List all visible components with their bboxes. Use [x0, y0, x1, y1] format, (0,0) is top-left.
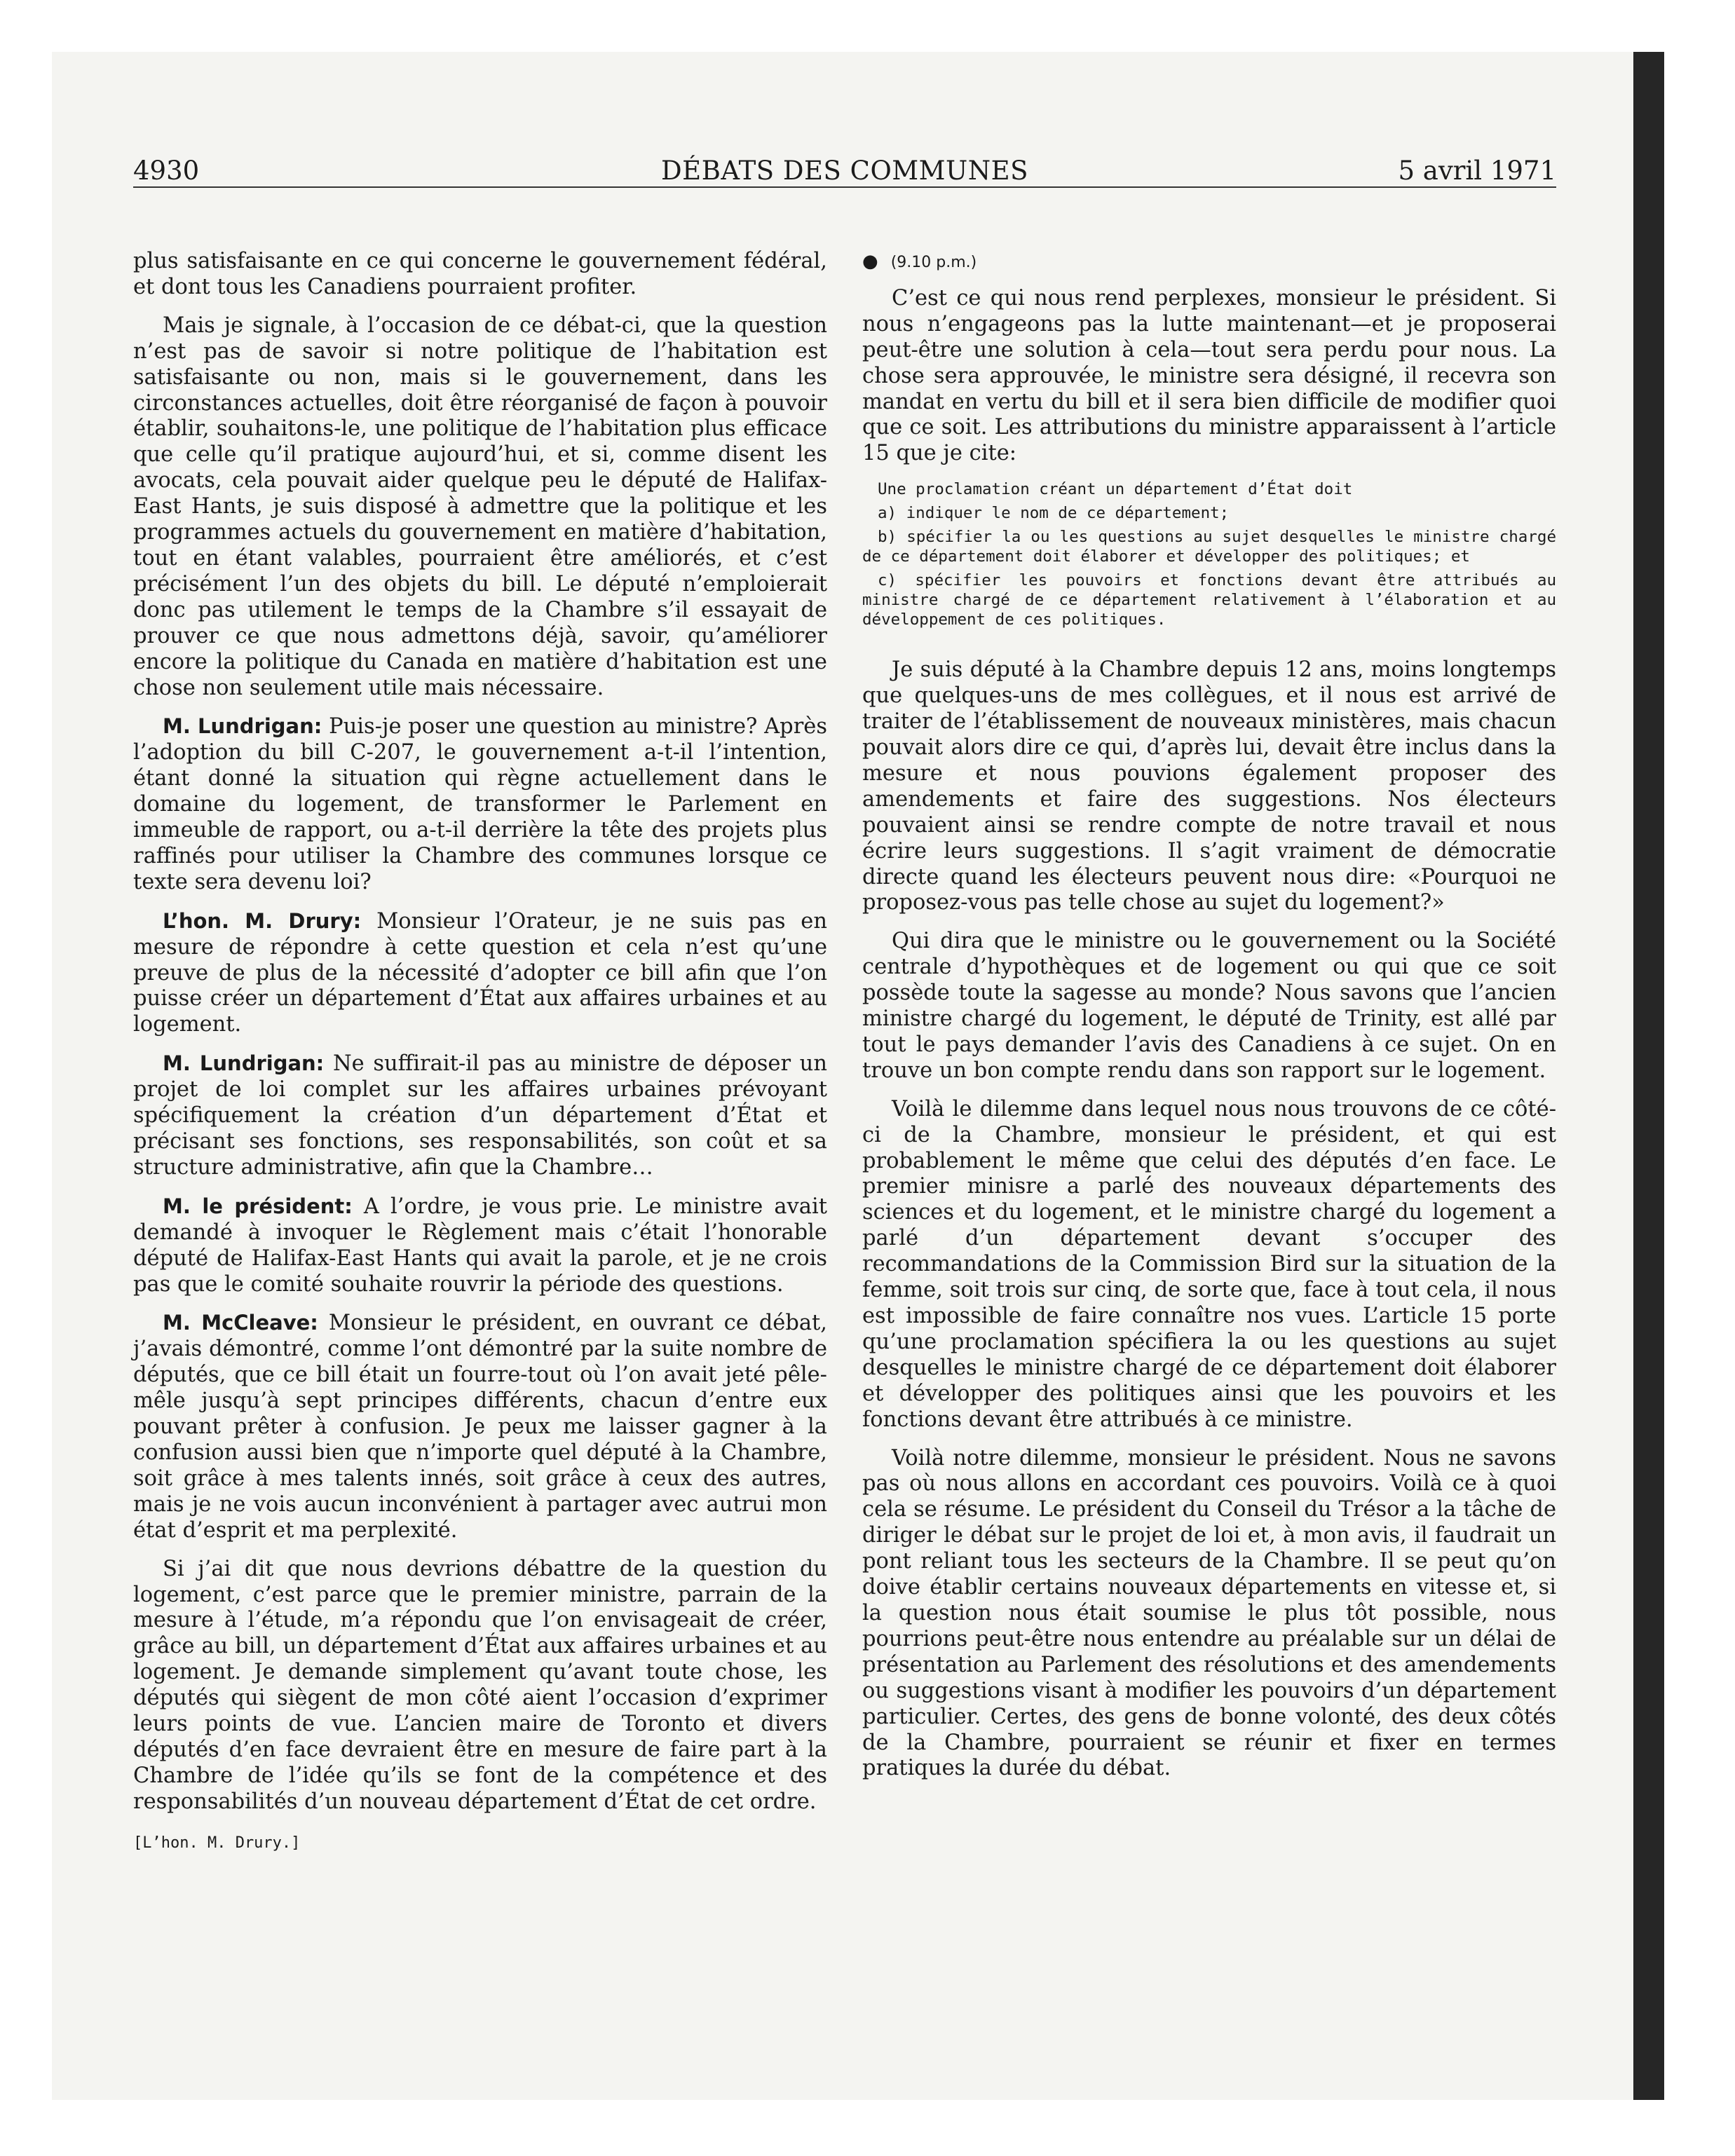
- speech: [133, 1051, 827, 1181]
- paragraph: C’est ce qui nous rend perplexes, monsieur le président. Si nous n’engageons pas la lutte maintenant—et je proposerai peut-être une solution à cela—tout sera perdu pour nous. La chose sera approuvée, le ministre sera désigné, il recevra son mandat en vertu du bill et il sera bien difficile de modifier quoi que ce soit. Les attributions du ministre apparaissent à l’article 15 que je cite:: [862, 285, 1556, 466]
- speech: [133, 908, 827, 1039]
- quote-line: c) spécifier les pouvoirs et fonctions devant être attribués au ministre chargé de ce département relativement à l’élaboration et au développement de ces politiques.: [862, 571, 1556, 629]
- paragraph: Voilà le dilemme dans lequel nous nous trouvons de ce côté-ci de la Chambre, monsieur le président, et qui est probablement le même que celui des députés d’en face. Le premier minisre a parlé des nouveaux départements des sciences et du logement, et le ministre chargé du logement a parlé d’un département devant s’occuper des recommandations de la Commission Bird sur la situation de la femme, soit trois sur cinq, de sorte que, face à tout cela, il nous est impossible de faire connaître nos vues. L’article 15 porte qu’une proclamation spécifiera la ou les questions au sujet desquelles le ministre chargé de ce département doit élaborer et développer des politiques ainsi que les pouvoirs et les fonctions devant être attribués à ce ministre.: [862, 1096, 1556, 1432]
- scan-edge-bar: [1633, 52, 1664, 2100]
- page-number: 4930: [133, 156, 200, 186]
- paragraph: Mais je signale, à l’occasion de ce débat-ci, que la question n’est pas de savoir si notre politique de l’habitation est satisfaisante ou non, mais si le gouvernement, dans les circonstances actuelles, doit être réorganisé de façon à pouvoir établir, souhaitons-le, une politique de l’habitation plus efficace que celle qu’il pratique aujourd’hui, et si, comme disent les avocats, cela pouvait aider quelque peu le député de Halifax-East Hants, je suis disposé à admettre que la politique et les programmes actuels du gouvernement en matière d’habitation, tout en étant valables, pourraient être améliorés, et c’est précisément l’un des objets du bill. Le député n’emploierait donc pas utilement le temps de la Chambre s’il essayait de prouver ce que nous admettons déjà, savoir, qu’améliorer encore la politique du Canada en matière d’habitation est une chose non seulement utile mais nécessaire.: [133, 313, 827, 700]
- speech-text: Monsieur l’Orateur, je ne suis pas en mesure de répondre à cette question et cela n’est qu’une preuve de plus de la nécessité d’adopter ce bill afin que l’on puisse créer un département d’État aux affaires urbaines et au logement.: [133, 908, 827, 1037]
- time-text: (9.10 p.m.): [890, 254, 977, 271]
- speech: [133, 1310, 827, 1543]
- paragraph: Qui dira que le ministre ou le gouvernement ou la Société centrale d’hypothèques et de logement ou qui que ce soit possède toute la sagesse au monde? Nous savons que l’ancien ministre chargé du logement, le député de Trinity, est allé par tout le pays demander l’avis des Canadiens à ce sujet. On en trouve un bon compte rendu dans son rapport sur le logement.: [862, 929, 1556, 1083]
- quote-line: a) indiquer le nom de ce département;: [878, 504, 1230, 523]
- right-column: [862, 249, 1556, 1794]
- speaker-attribution: [L’hon. M. Drury.]: [133, 1834, 301, 1852]
- header-date: 5 avril 1971: [1398, 156, 1556, 186]
- speaker-name: M. Lundrigan:: [163, 714, 322, 739]
- speaker-name: M. McCleave:: [163, 1311, 318, 1335]
- speech: [133, 714, 827, 895]
- speech-text: Monsieur le président, en ouvrant ce débat, j’avais démontré, comme l’ont démontré par la suite nombre de députés, que ce bill était un fourre-tout où l’on avait jeté pêle-mêle jusqu’à sept principes différents, chacun d’entre eux pouvant prêter à confusion. Je peux me laisser gagner à la confusion aussi bien que n’importe quel député à la Chambre, soit grâce à mes talents innés, soit grâce à ceux des autres, mais je ne vois aucun inconvénient à partager avec autrui mon état d’esprit et ma perplexité.: [133, 1311, 827, 1543]
- speaker-name: L’hon. M. Drury:: [163, 908, 362, 933]
- quote-line: Une proclamation créant un département d’État doit: [878, 480, 1353, 499]
- quote-line: b) spécifier la ou les questions au sujet desquelles le ministre chargé de ce département doit élaborer et développer des politiques; et: [862, 528, 1556, 566]
- speaker-name: M. le président:: [163, 1194, 353, 1218]
- publication-title: DÉBATS DES COMMUNES: [661, 156, 1028, 186]
- paragraph: plus satisfaisante en ce qui concerne le gouvernement fédéral, et dont tous les Canadiens pourraient profiter.: [133, 249, 827, 299]
- bullet-icon: ●: [862, 251, 878, 272]
- speech-text: A l’ordre, je vous prie. Le ministre avait demandé à invoquer le Règlement mais c’était l’honorable député de Halifax-East Hants qui avait la parole, et je ne crois pas que le comité souhaite rouvrir la période des questions.: [133, 1194, 827, 1297]
- paragraph: Voilà notre dilemme, monsieur le président. Nous ne savons pas où nous allons en accordant ces pouvoirs. Voilà ce à quoi cela se résume. Le président du Conseil du Trésor a la tâche de diriger le débat sur le projet de loi et, à mon avis, il faudrait un pont reliant tous les secteurs de la Chambre. Il se peut qu’on doive établir certains nouveaux départements en vitesse et, si la question nous était soumise le plus tôt possible, nous pourrions peut-être nous entendre au préalable sur un délai de présentation au Parlement des résolutions et des amendements ou suggestions visant à modifier les pouvoirs d’un département particulier. Certes, des gens de bonne volonté, des deux côtés de la Chambre, pourraient se réunir et fixer en termes pratiques la durée du débat.: [862, 1445, 1556, 1781]
- paragraph: Si j’ai dit que nous devrions débattre de la question du logement, c’est parce que le premier ministre, parrain de la mesure à l’étude, m’a répondu que l’on envisageait de créer, grâce au bill, un département d’État aux affaires urbaines et au logement. Je demande simplement qu’avant toute chose, les députés qui siègent de mon côté aient l’occasion d’exprimer leurs points de vue. L’ancien maire de Toronto et divers députés d’en face devraient être en mesure de faire part à la Chambre de l’idée qu’ils se font de la compétence et des responsabilités d’un nouveau département d’État de cet ordre.: [133, 1556, 827, 1814]
- quoted-article: [862, 479, 1556, 629]
- time-stamp: [862, 249, 1556, 276]
- left-column: [133, 249, 827, 1857]
- paragraph: Je suis député à la Chambre depuis 12 ans, moins longtemps que quelques-uns de mes collègues, et il nous est arrivé de traiter de l’établissement de nouveaux ministères, mais chacun pouvait alors dire ce qui, d’après lui, devait être inclus dans la mesure et nous pouvions également proposer des amendements et faire des suggestions. Nos électeurs pouvaient ainsi se rendre compte de notre travail et nous écrire leurs suggestions. Il s’agit vraiment de démocratie directe quand les électeurs peuvent nous dire: «Pourquoi ne proposez-vous pas telle chose au sujet du logement?»: [862, 657, 1556, 915]
- page-header: [133, 156, 1556, 188]
- speech-text: Ne suffirait-il pas au ministre de déposer un projet de loi complet sur les affaires urbaines prévoyant spécifiquement la création d’un département d’État et précisant ses fonctions, ses responsabilités, son coût et sa structure administrative, afin que la Chambre…: [133, 1051, 827, 1180]
- speech-text: Puis-je poser une question au ministre? Après l’adoption du bill C-207, le gouvernement a-t-il l’intention, étant donné la situation qui règne actuellement dans le domaine du logement, de transformer le Parlement en immeuble de rapport, ou a-t-il derrière la tête des projets plus raffinés pour utiliser la Chambre des communes lorsque ce texte sera devenu loi?: [133, 714, 827, 894]
- speech: [133, 1194, 827, 1298]
- speaker-name: M. Lundrigan:: [163, 1051, 325, 1076]
